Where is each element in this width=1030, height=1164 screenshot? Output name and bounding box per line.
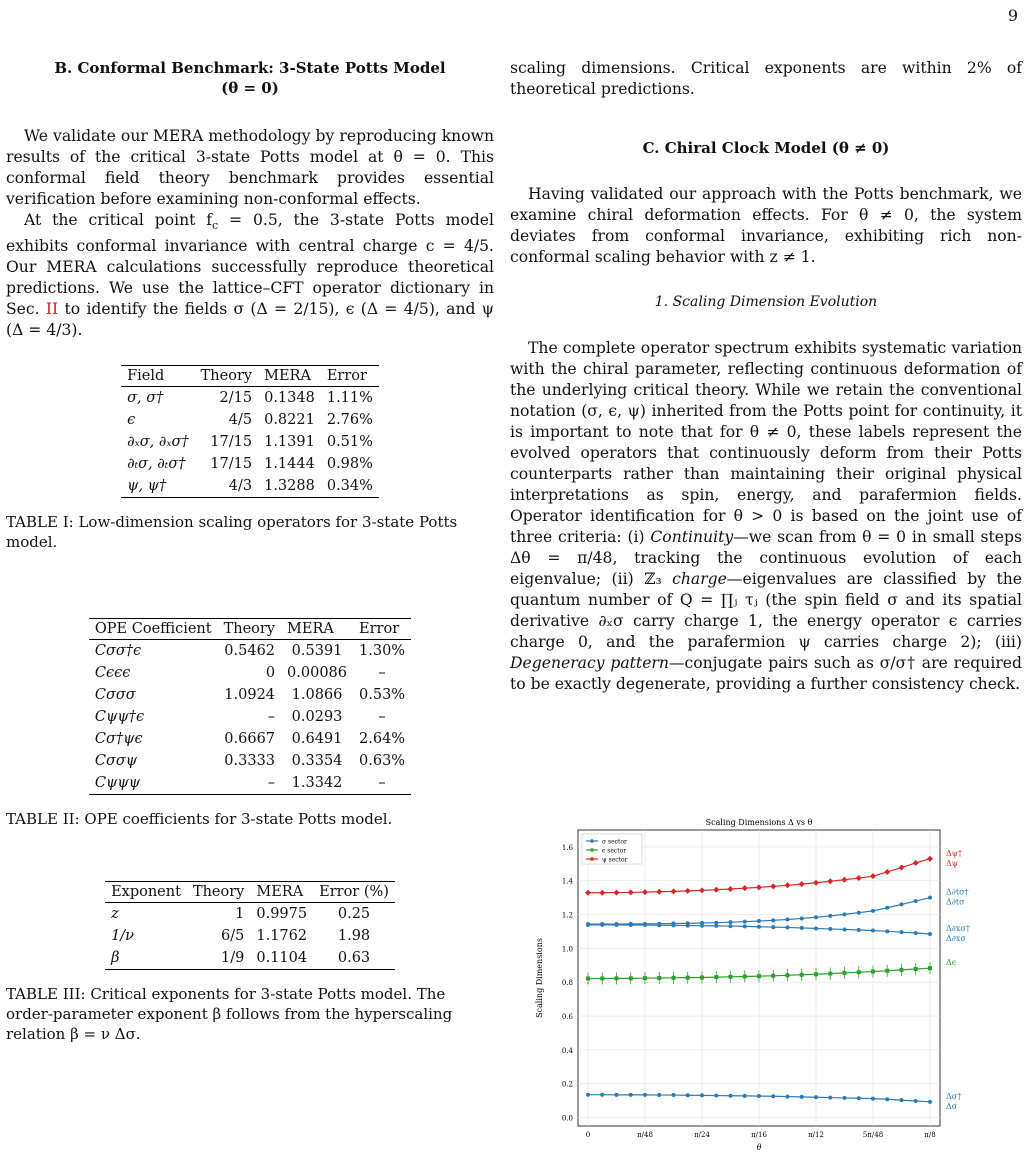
data-point <box>842 912 846 916</box>
table2-cell: 1.0924 <box>224 687 276 704</box>
table1-header-2: MERA <box>258 366 321 387</box>
data-point <box>885 929 889 933</box>
table2-cell: 0.5462 <box>224 643 276 660</box>
table-row <box>89 750 411 772</box>
data-point <box>771 1094 775 1098</box>
series-label: Δϵ <box>946 958 957 968</box>
data-point <box>700 1093 704 1097</box>
table1-cell: 1.3288 <box>258 475 321 498</box>
table-row <box>89 728 411 750</box>
table1-cell: 2.76% <box>326 412 373 429</box>
data-point <box>743 974 747 978</box>
table1-cell: 1.11% <box>326 390 373 407</box>
table2-cell: 0.63% <box>359 753 406 770</box>
table2-cell: – <box>378 709 386 726</box>
table-row <box>121 409 379 431</box>
data-point <box>743 920 747 924</box>
table1-cell: ϵ <box>127 412 136 429</box>
data-point <box>842 1096 846 1100</box>
y-tick-label: 1.4 <box>561 877 573 886</box>
table-row <box>105 947 395 970</box>
table-ope-coefficients <box>89 618 411 795</box>
data-point <box>728 924 732 928</box>
table-scaling-operators <box>121 365 379 498</box>
data-point <box>914 967 918 971</box>
data-point <box>714 1094 718 1098</box>
data-point <box>757 919 761 923</box>
table2-cell: – <box>267 709 276 726</box>
table2-cell: 0.00086 <box>287 665 348 682</box>
data-point <box>857 970 861 974</box>
table3-cell: 1/9 <box>187 947 250 970</box>
table-row <box>89 706 411 728</box>
data-point <box>643 976 647 980</box>
data-point <box>900 930 904 934</box>
table3-cell: 1.1762 <box>256 928 308 945</box>
table1-cell: 0.34% <box>321 475 379 498</box>
data-point <box>743 1094 747 1098</box>
data-point <box>600 923 604 927</box>
data-point <box>586 923 590 927</box>
paragraph-continued: scaling dimensions. Critical exponents are within 2% of theoretical predictions. <box>510 59 1022 98</box>
table2-cell: Cσσ†ϵ <box>94 643 142 660</box>
table3-cell: z <box>111 906 119 923</box>
y-tick-label: 0.2 <box>561 1080 573 1089</box>
table3-header-2: MERA <box>250 882 313 903</box>
table2-cell: 0.6667 <box>224 731 276 748</box>
chart-title: Scaling Dimensions Δ vs θ <box>705 818 813 827</box>
series-label: Δ∂tσ <box>946 897 965 907</box>
table-row <box>105 925 395 947</box>
data-point <box>928 896 932 900</box>
data-point <box>885 1097 889 1101</box>
section-link[interactable]: II <box>45 300 59 319</box>
data-point <box>828 914 832 918</box>
data-point <box>928 1100 932 1104</box>
table2-cell: – <box>378 665 386 682</box>
paragraph-chiral: Having validated our approach with the Potts benchmark, we examine chiral deformation effects. For θ ≠ 0, the system deviates from conformal invariance, exhibiting rich non-conformal scaling behavior with z ≠ 1. <box>510 185 1022 266</box>
data-point <box>900 902 904 906</box>
table2-cell: 0.53% <box>359 687 406 704</box>
data-point <box>871 1097 875 1101</box>
table2-header-3: Error <box>353 619 411 640</box>
y-tick-label: 0.4 <box>561 1046 573 1055</box>
table1-cell: 0.98% <box>326 456 373 473</box>
data-point <box>629 1093 633 1097</box>
series-label: Δ∂xσ <box>946 934 966 944</box>
table2-cell: 1.0866 <box>291 687 343 704</box>
section-title-b-line2: (θ = 0) <box>221 79 279 97</box>
data-point <box>757 925 761 929</box>
paragraph-benchmark: We validate our MERA methodology by reproducing known results of the critical 3-state Potts model at θ = 0. This conformal field theory benchmark provides essential verification before examining non-conformal effects. <box>6 127 494 208</box>
data-point <box>928 966 932 970</box>
table3-cell: 0.9975 <box>256 906 308 923</box>
data-point <box>814 926 818 930</box>
data-point <box>814 1095 818 1099</box>
data-point <box>672 976 676 980</box>
y-tick-label: 1.2 <box>561 911 573 920</box>
data-point <box>686 1093 690 1097</box>
x-tick-label: π/48 <box>637 1131 653 1139</box>
data-point <box>914 899 918 903</box>
x-tick-label: π/8 <box>924 1131 936 1139</box>
table2-cell: 1.3342 <box>281 772 353 795</box>
data-point <box>842 971 846 975</box>
data-point <box>586 977 590 981</box>
page-number: 9 <box>1007 6 1018 25</box>
x-tick-label: π/16 <box>751 1131 767 1139</box>
data-point <box>786 925 790 929</box>
data-point <box>672 1093 676 1097</box>
paragraph-critical-point: At the critical point $f_c = 0.5$, the 3-state Potts model exhibits conformal invariance with central charge c = 4/5. Our MERA calculations successfully reproduce theoretical predictions. We use the lattice–CFT operator dictionary in Sec. II to identify the fields σ (Δ = 2/15), ϵ (Δ = 4/5), and ψ (Δ = 4/3). <box>6 211 494 340</box>
table2-cell: Cψψ†ϵ <box>94 709 145 726</box>
table3-cell: 1 <box>235 906 245 923</box>
subsection-title: 1. Scaling Dimension Evolution <box>654 294 878 310</box>
series-label: Δ∂tσ† <box>946 887 969 897</box>
data-point <box>857 1096 861 1100</box>
table2-header-1: Theory <box>218 619 281 640</box>
data-point <box>743 924 747 928</box>
data-point <box>828 927 832 931</box>
data-point <box>728 975 732 979</box>
data-point <box>657 1093 661 1097</box>
table2-cell: – <box>218 772 281 795</box>
series-label: Δσ <box>946 1101 958 1111</box>
table2-cell: 0.0293 <box>291 709 343 726</box>
table1-cell: 0.51% <box>326 434 373 451</box>
table-row <box>121 453 379 475</box>
paragraph-spectrum: The complete operator spectrum exhibits systematic variation with the chiral parameter, reflecting continuous deformation of the underlying critical theory. While we retain the conventional notation (σ, ϵ, ψ) inherited from the Potts point for continuity, it is important to note that for θ ≠ 0, these labels represent the evolved operators that continuously deform from their Potts counterparts rather than maintaining their original physical interpretations as spin, energy, and parafermion fields. Operator identification for θ > 0 is based on the joint use of three criteria: (i) Continuity—we scan from θ = 0 in small steps Δθ = π/48, tracking the continuous evolution of each eigenvalue; (ii) ℤ₃ charge—eigenvalues are classified by the quantum number of Q = ∏ⱼ τⱼ (the spin field σ and its spatial derivative ∂ₓσ carry charge 1, the energy operator ϵ carries charge 0, and the parafermion ψ carries charge 2); (iii) Degeneracy pattern—conjugate pairs such as σ/σ† are required to be exactly degenerate, providing a further consistency check. <box>510 339 1022 693</box>
data-point <box>728 1094 732 1098</box>
table3-header-1: Theory <box>187 882 250 903</box>
table3-cell: 6/5 <box>221 928 245 945</box>
table1-cell: 1.1391 <box>264 434 315 451</box>
data-point <box>914 931 918 935</box>
data-point <box>800 973 804 977</box>
table3-cell: 1.98 <box>337 928 371 945</box>
table1-header-3: Error <box>321 366 379 387</box>
data-point <box>757 974 761 978</box>
table-row <box>89 662 411 684</box>
y-axis-label: Scaling Dimensions <box>535 938 544 1018</box>
data-point <box>600 1093 604 1097</box>
data-point <box>771 925 775 929</box>
table3-cell: 0.1104 <box>250 947 313 970</box>
section-title-b-line1: B. Conformal Benchmark: 3-State Potts Model <box>54 59 446 77</box>
table2-cell: 0 <box>265 665 276 682</box>
table1-cell: 0.1348 <box>264 390 315 407</box>
legend-label: ψ sector <box>602 856 628 864</box>
data-point <box>771 974 775 978</box>
x-tick-label: π/12 <box>808 1131 824 1139</box>
table1-cell: σ, σ† <box>127 390 164 407</box>
data-point <box>629 923 633 927</box>
table3-cell: 0.25 <box>337 906 371 923</box>
data-point <box>614 976 618 980</box>
data-point <box>700 924 704 928</box>
table3-caption: TABLE III: Critical exponents for 3-state Potts model. The order-parameter exponent β follows from the hyperscaling relation β = ν Δσ. <box>6 985 453 1044</box>
table3-cell: 0.63 <box>313 947 395 970</box>
table1-cell: 0.8221 <box>264 412 315 429</box>
table1-caption: TABLE I: Low-dimension scaling operators for 3-state Potts model. <box>6 513 458 552</box>
left-column <box>6 58 494 1044</box>
table1-header-0: Field <box>121 366 195 387</box>
section-title-c: C. Chiral Clock Model (θ ≠ 0) <box>642 139 890 157</box>
data-point <box>686 976 690 980</box>
legend-marker <box>590 857 594 861</box>
table2-cell: 0.3333 <box>224 753 276 770</box>
table1-cell: 4/3 <box>195 475 258 498</box>
scaling-dimensions-chart <box>530 814 1000 1154</box>
data-point <box>786 973 790 977</box>
data-point <box>657 923 661 927</box>
table3-cell: 1/ν <box>111 928 134 945</box>
data-point <box>614 1093 618 1097</box>
data-point <box>629 976 633 980</box>
table2-caption: TABLE II: OPE coefficients for 3-state Potts model. <box>6 810 393 829</box>
data-point <box>857 911 861 915</box>
table3-header-0: Exponent <box>105 882 187 903</box>
data-point <box>643 1093 647 1097</box>
x-tick-label: 0 <box>585 1131 591 1139</box>
data-point <box>885 969 889 973</box>
section-title-b <box>6 58 494 98</box>
table3-header-3: Error (%) <box>313 882 395 903</box>
data-point <box>686 924 690 928</box>
table2-cell: 0.3354 <box>291 753 343 770</box>
table-row <box>121 431 379 453</box>
table2-cell: Cϵϵϵ <box>94 665 131 682</box>
table2-cell: 0.6491 <box>291 731 343 748</box>
y-tick-label: 1.0 <box>561 945 573 954</box>
table2-cell: 1.30% <box>359 643 406 660</box>
data-point <box>800 926 804 930</box>
data-point <box>814 972 818 976</box>
series-label: Δψ† <box>946 848 963 858</box>
data-point <box>672 923 676 927</box>
table1-cell: 2/15 <box>219 390 253 407</box>
series-label: Δσ† <box>946 1091 962 1101</box>
legend-label: σ sector <box>602 838 627 846</box>
data-point <box>871 970 875 974</box>
table-row <box>121 475 379 498</box>
data-point <box>900 968 904 972</box>
table2-cell: Cσσψ <box>94 753 138 770</box>
table-row <box>89 684 411 706</box>
legend-label: ϵ sector <box>602 847 627 855</box>
y-tick-label: 1.6 <box>561 843 573 852</box>
data-point <box>900 1098 904 1102</box>
data-point <box>771 918 775 922</box>
data-point <box>871 909 875 913</box>
data-point <box>586 1093 590 1097</box>
table1-cell: ψ, ψ† <box>121 475 195 498</box>
data-point <box>914 1099 918 1103</box>
data-point <box>700 975 704 979</box>
data-point <box>928 932 932 936</box>
series-label: Δψ <box>946 858 959 868</box>
table1-cell: 4/5 <box>228 412 253 429</box>
data-point <box>714 975 718 979</box>
table2-cell: Cσσσ <box>94 687 136 704</box>
data-point <box>885 906 889 910</box>
y-tick-label: 0.6 <box>561 1013 573 1022</box>
data-point <box>657 976 661 980</box>
table3-cell: β <box>105 947 187 970</box>
y-tick-label: 0.8 <box>561 979 573 988</box>
table1-cell: 17/15 <box>210 456 253 473</box>
table1-cell: 17/15 <box>210 434 253 451</box>
data-point <box>786 917 790 921</box>
table-row <box>105 903 395 926</box>
data-point <box>614 923 618 927</box>
x-axis-label: θ <box>756 1143 762 1152</box>
data-point <box>800 916 804 920</box>
data-point <box>714 924 718 928</box>
data-point <box>814 915 818 919</box>
table2-header-0: OPE Coefficient <box>89 619 218 640</box>
table1-cell: ∂ₓσ, ∂ₓσ† <box>127 434 189 451</box>
table2-cell: Cσ†ψϵ <box>94 731 143 748</box>
table2-cell: 2.64% <box>359 731 406 748</box>
table1-cell: 1.1444 <box>264 456 315 473</box>
data-point <box>828 972 832 976</box>
right-column <box>510 58 1022 695</box>
data-point <box>842 927 846 931</box>
table2-cell: Cψψψ <box>89 772 218 795</box>
series-label: Δ∂xσ† <box>946 924 970 934</box>
data-point <box>728 920 732 924</box>
data-point <box>600 977 604 981</box>
data-point <box>786 1095 790 1099</box>
data-point <box>828 1096 832 1100</box>
table-row <box>121 387 379 410</box>
table2-cell: – <box>353 772 411 795</box>
data-point <box>800 1095 804 1099</box>
table-row <box>89 772 411 795</box>
data-point <box>757 1094 761 1098</box>
table-critical-exponents <box>105 881 395 970</box>
x-tick-label: π/24 <box>694 1131 710 1139</box>
table1-cell: ∂ₜσ, ∂ₜσ† <box>127 456 186 473</box>
data-point <box>643 923 647 927</box>
table2-header-2: MERA <box>281 619 353 640</box>
y-tick-label: 0.0 <box>561 1114 573 1123</box>
table-row <box>89 640 411 663</box>
legend-marker <box>590 839 594 843</box>
data-point <box>857 928 861 932</box>
table1-header-1: Theory <box>195 366 258 387</box>
table2-cell: 0.5391 <box>291 643 343 660</box>
data-point <box>871 928 875 932</box>
x-tick-label: 5π/48 <box>862 1131 884 1139</box>
legend-marker <box>590 848 594 852</box>
